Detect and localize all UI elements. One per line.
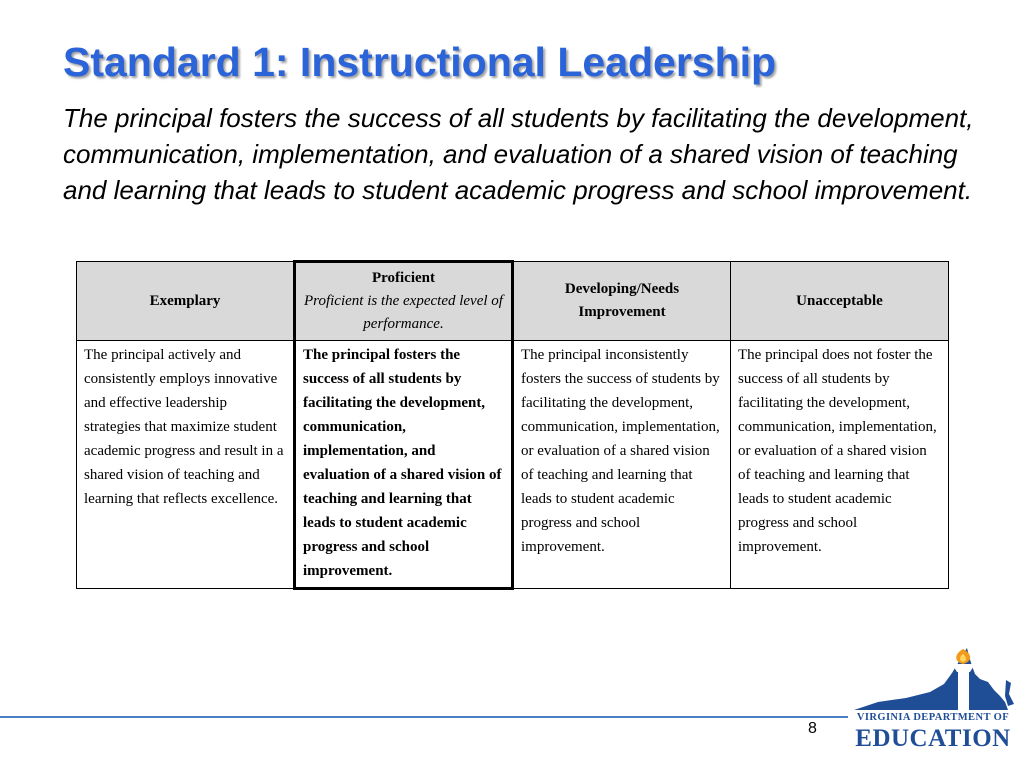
virginia-map-torch-icon [848, 646, 1018, 712]
rubric-descriptor-row [77, 341, 949, 589]
footer-divider [0, 716, 848, 718]
header-exemplary: Exemplary [77, 262, 295, 341]
page-number: 8 [808, 720, 817, 737]
header-proficient-note: Proficient is the expected level of performance. [304, 293, 503, 332]
descriptor-unacceptable: The principal does not foster the success of all students by facilitating the development, communication, implementation, or evaluation of a shared vision of teaching and learning that leads to student academic progress and school improvement. [731, 341, 949, 589]
header-proficient [295, 262, 513, 341]
header-developing: Developing/Needs Improvement [513, 262, 731, 341]
slide-title: Standard 1: Instructional Leadership [63, 39, 777, 85]
descriptor-developing: The principal inconsistently fosters the success of students by facilitating the development, communication, implementation, or evaluation of a shared vision of teaching and learning that leads to student academic progress and school improvement. [513, 341, 731, 589]
logo-text-education: EDUCATION [855, 725, 1011, 752]
header-unacceptable: Unacceptable [731, 262, 949, 341]
descriptor-exemplary: The principal actively and consistently employs innovative and effective leadership strategies that maximize student academic progress and result in a shared vision of teaching and learning that reflects excellence. [77, 341, 295, 589]
logo-text-department: VIRGINIA DEPARTMENT OF [856, 712, 1010, 723]
standard-description: The principal fosters the success of all students by facilitating the development, communication, implementation, and evaluation of a shared vision of teaching and learning that leads to student academic progress and school improvement. [63, 103, 974, 205]
rubric-header-row [77, 262, 949, 341]
vdoe-logo [848, 646, 1018, 758]
header-proficient-label: Proficient [371, 270, 436, 286]
descriptor-proficient: The principal fosters the success of all students by facilitating the development, communication, implementation, and evaluation of a shared vision of teaching and learning that leads to student academic progress and school improvement. [295, 341, 513, 589]
performance-rubric-table [76, 260, 949, 590]
